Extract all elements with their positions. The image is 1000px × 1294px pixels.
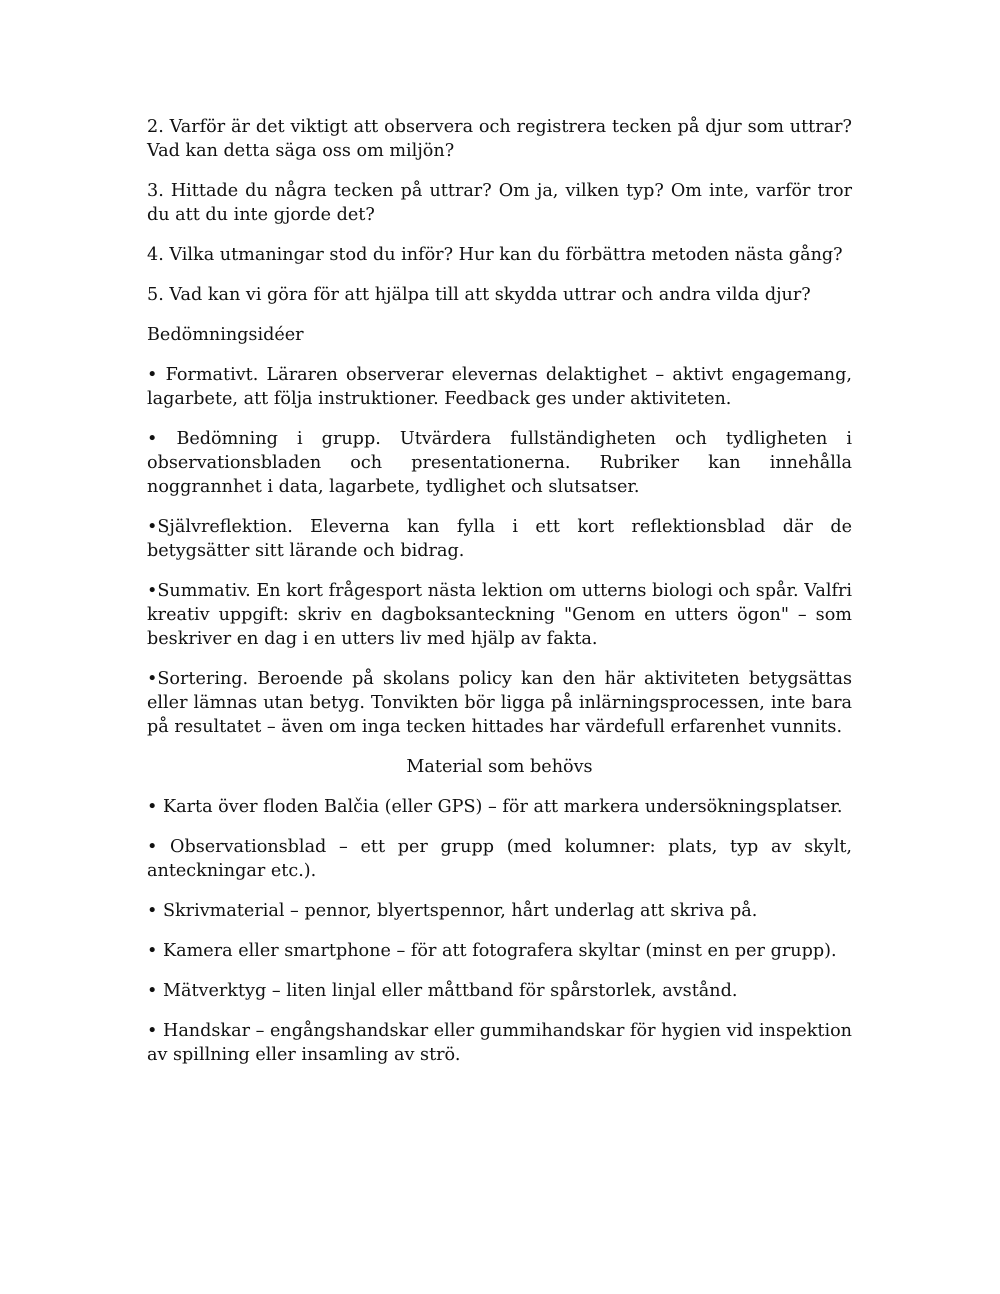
assessment-self-reflection: •Självreflektion. Eleverna kan fylla i ett kort reflektionsblad där de betygsätter sitt lärande och bidrag. [147,517,852,561]
material-writing: • Skrivmaterial – pennor, blyertspennor, hårt underlag att skriva på. [147,901,758,921]
material-measuring: • Mätverktyg – liten linjal eller måttband för spårstorlek, avstånd. [147,981,738,1001]
assessment-heading: Bedömningsidéer [147,325,304,345]
question-2: 2. Varför är det viktigt att observera och registrera tecken på djur som uttrar? Vad kan detta säga oss om miljön? [147,117,852,161]
assessment-sorting: •Sortering. Beroende på skolans policy kan den här aktiviteten betygsättas eller lämnas utan betyg. Tonvikten bör ligga på inlärningsprocessen, inte bara på resultatet – även om inga tecken hittades har värdefull erfarenhet vunnits. [147,669,852,737]
question-3: 3. Hittade du några tecken på uttrar? Om ja, vilken typ? Om inte, varför tror du att du inte gjorde det? [147,181,852,225]
question-5: 5. Vad kan vi göra för att hjälpa till att skydda uttrar och andra vilda djur? [147,285,811,305]
assessment-group: • Bedömning i grupp. Utvärdera fullständigheten och tydligheten i observationsbladen och presentationerna. Rubriker kan innehålla noggrannhet i data, lagarbete, tydlighet och slutsatser. [147,429,852,497]
material-map: • Karta över floden Balčia (eller GPS) – för att markera undersökningsplatser. [147,797,843,817]
materials-heading: Material som behövs [406,757,593,777]
document-page [147,115,852,1083]
question-4: 4. Vilka utmaningar stod du inför? Hur kan du förbättra metoden nästa gång? [147,245,843,265]
material-gloves: • Handskar – engångshandskar eller gummihandskar för hygien vid inspektion av spillning eller insamling av strö. [147,1021,852,1065]
assessment-formative: • Formativt. Läraren observerar elevernas delaktighet – aktivt engagemang, lagarbete, att följa instruktioner. Feedback ges under aktiviteten. [147,365,852,409]
material-observation-sheet: • Observationsblad – ett per grupp (med kolumner: plats, typ av skylt, anteckningar etc.). [147,837,852,881]
material-camera: • Kamera eller smartphone – för att fotografera skyltar (minst en per grupp). [147,941,837,961]
assessment-summative: •Summativ. En kort frågesport nästa lektion om utterns biologi och spår. Valfri kreativ uppgift: skriv en dagboksanteckning "Genom en utters ögon" – som beskriver en dag i en utters liv med hjälp av fakta. [147,581,852,649]
